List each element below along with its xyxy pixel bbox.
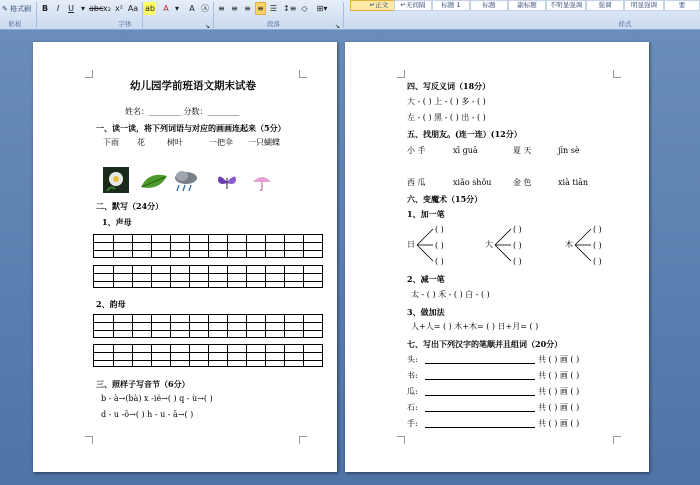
justify-icon[interactable]: ≡ <box>255 2 266 15</box>
svg-text:( ): ( ) <box>513 257 522 266</box>
add-stroke-diagram <box>405 220 635 270</box>
match-bottom-2: xiǎo shǒu <box>453 178 492 187</box>
section4-heading: 四、写反义词（18分） <box>407 81 491 91</box>
highlight-icon[interactable]: ab <box>145 4 155 13</box>
stroke-char-1: 头: <box>407 355 418 364</box>
initials-subheading: 1、声母 <box>102 217 132 227</box>
distributed-icon[interactable]: ☰ <box>269 4 278 13</box>
match-top-1: 小 手 <box>407 146 426 155</box>
align-right-icon[interactable]: ≡ <box>244 4 251 13</box>
match-bottom-1: 西 瓜 <box>407 178 426 187</box>
style-title[interactable]: 标题 <box>470 0 508 11</box>
stroke-line-1[interactable] <box>425 354 535 364</box>
strikethrough-icon[interactable]: abc <box>89 4 104 13</box>
section2-heading: 二、默写（24分） <box>96 201 164 211</box>
font-dialog-launcher-icon[interactable]: ↘ <box>205 23 211 30</box>
borders-icon[interactable]: ⊞▾ <box>316 4 328 13</box>
stroke-char-4: 石: <box>407 403 418 412</box>
match-top-3: 夏 天 <box>513 146 532 155</box>
svg-text:( ): ( ) <box>513 225 522 234</box>
page-right[interactable] <box>345 42 649 472</box>
subscript-icon[interactable]: x₂ <box>103 4 111 13</box>
butterfly-picture-icon <box>216 172 238 192</box>
svg-text:( ): ( ) <box>593 241 602 250</box>
section5-heading: 五、找朋友。(连一连）(12分） <box>407 129 522 139</box>
stroke-suffix-1: 共 ( ) 画 ( ) <box>538 355 580 364</box>
ribbon <box>0 0 700 30</box>
bold-icon[interactable]: B <box>41 4 49 13</box>
svg-text:( ): ( ) <box>593 225 602 234</box>
antonym-row-1: 大 - ( ) 上 - ( ) 多 - ( ) <box>407 97 486 106</box>
remove-stroke-row: 太 - ( ) 禾 - ( ) 白 - ( ) <box>411 290 490 299</box>
align-left-icon[interactable]: ≡ <box>218 4 225 13</box>
match-top-2: xī guā <box>453 146 478 155</box>
flower-picture-icon <box>103 167 129 193</box>
svg-text:( ): ( ) <box>435 241 444 250</box>
styles-group-label: 样式 <box>618 20 632 28</box>
svg-text:( ): ( ) <box>593 257 602 266</box>
stroke-line-4[interactable] <box>425 402 535 412</box>
char-shading-icon[interactable]: A <box>189 4 195 13</box>
italic-icon[interactable]: I <box>56 4 60 13</box>
stroke-suffix-5: 共 ( ) 画 ( ) <box>538 419 580 428</box>
magic-char-big: 大 <box>485 240 493 249</box>
svg-text:( ): ( ) <box>435 257 444 266</box>
remove-stroke-subheading: 2、减一笔 <box>407 274 445 284</box>
style-intense-emphasis[interactable]: 明显强调 <box>624 0 664 11</box>
leaf-picture-icon <box>139 173 169 191</box>
section1-heading: 一、读一读，将下列词语与对应的画画连起来（5分） <box>96 123 286 133</box>
superscript-icon[interactable]: x² <box>115 4 123 13</box>
writing-grid-2[interactable] <box>93 265 323 288</box>
word-butterfly: 一只蝴蝶 <box>248 138 280 147</box>
style-subtle-emphasis[interactable]: 不明显强调 <box>546 0 586 11</box>
stroke-suffix-4: 共 ( ) 画 ( ) <box>538 403 580 412</box>
word-flower: 花 <box>137 138 145 147</box>
addition-row: 人+人= ( ) 木+木= ( ) 日+月= ( ) <box>411 322 539 331</box>
page-left[interactable] <box>33 42 337 472</box>
style-no-spacing[interactable]: ↵无间隔 <box>394 0 432 11</box>
clipboard-group-label: 贴板 <box>8 20 22 28</box>
writing-grid-3[interactable] <box>93 314 323 338</box>
writing-grid-1[interactable] <box>93 234 323 258</box>
finals-subheading: 2、韵母 <box>96 299 126 309</box>
stroke-line-3[interactable] <box>425 386 535 396</box>
name-score-line: 姓名：________ 分数：________ <box>125 107 240 116</box>
match-top-4: jīn sè <box>558 146 580 155</box>
pinyin-row-2: d - u -ō→( ) h - u - ā→( ) <box>101 410 194 419</box>
match-bottom-4: xià tiān <box>558 178 589 187</box>
style-normal[interactable]: ↵正文 <box>350 0 408 11</box>
stroke-char-5: 手: <box>407 419 418 428</box>
stroke-char-3: 瓜: <box>407 387 418 396</box>
magic-char-wood: 木 <box>565 240 573 249</box>
add-stroke-subheading: 1、加一笔 <box>407 209 445 219</box>
svg-text:( ): ( ) <box>435 225 444 234</box>
word-leaf: 树叶 <box>167 138 183 147</box>
style-strong[interactable]: 要 <box>664 0 700 11</box>
stroke-line-5[interactable] <box>425 418 535 428</box>
pinyin-row-1: b - à→(bà) x -ié→( ) q - ù→( ) <box>101 394 213 403</box>
stroke-suffix-3: 共 ( ) 画 ( ) <box>538 387 580 396</box>
style-heading1[interactable]: 标题 1 <box>432 0 470 11</box>
writing-grid-4[interactable] <box>93 344 323 367</box>
exam-title: 幼儿园学前班语文期末试卷 <box>130 80 256 92</box>
font-color-dropdown-icon[interactable]: ▾ <box>175 4 180 13</box>
umbrella-picture-icon <box>251 172 273 192</box>
change-case-icon[interactable]: Aa <box>127 4 139 13</box>
svg-text:( ): ( ) <box>513 241 522 250</box>
style-emphasis[interactable]: 强调 <box>586 0 624 11</box>
section6-heading: 六、变魔术（15分） <box>407 194 483 204</box>
addition-subheading: 3、做加法 <box>407 307 445 317</box>
paragraph-group-label: 段落 <box>267 20 280 28</box>
stroke-suffix-2: 共 ( ) 画 ( ) <box>538 371 580 380</box>
section3-heading: 三、照样子写音节（6分） <box>96 379 190 389</box>
line-spacing-icon[interactable]: ↕≡ <box>283 4 297 13</box>
encircle-icon[interactable]: Ⓐ <box>201 4 209 13</box>
word-umbrella: 一把伞 <box>209 138 233 147</box>
align-center-icon[interactable]: ≡ <box>231 4 238 13</box>
underline-dropdown-icon[interactable]: ▾ <box>81 4 86 13</box>
rain-cloud-picture-icon <box>173 169 199 193</box>
match-bottom-3: 金 色 <box>513 178 532 187</box>
underline-icon[interactable]: U <box>68 4 74 13</box>
format-painter-button[interactable]: ✎ 格式刷 <box>2 5 32 13</box>
word-rain: 下雨 <box>103 138 119 147</box>
stroke-char-2: 书: <box>407 371 418 380</box>
magic-char-sun: 日 <box>407 240 415 249</box>
stroke-line-2[interactable] <box>425 370 535 380</box>
paragraph-dialog-launcher-icon[interactable]: ↘ <box>335 23 341 30</box>
font-color-icon[interactable]: A <box>163 4 169 13</box>
section7-heading: 七、写出下列汉字的笔顺并且组词（20分） <box>407 339 563 349</box>
style-subtitle[interactable]: 副标题 <box>508 0 546 11</box>
antonym-row-2: 左 - ( ) 黑 - ( ) 出 - ( ) <box>407 113 486 122</box>
font-group-label: 字体 <box>118 20 132 28</box>
shading-icon[interactable]: ◇ <box>301 4 308 13</box>
